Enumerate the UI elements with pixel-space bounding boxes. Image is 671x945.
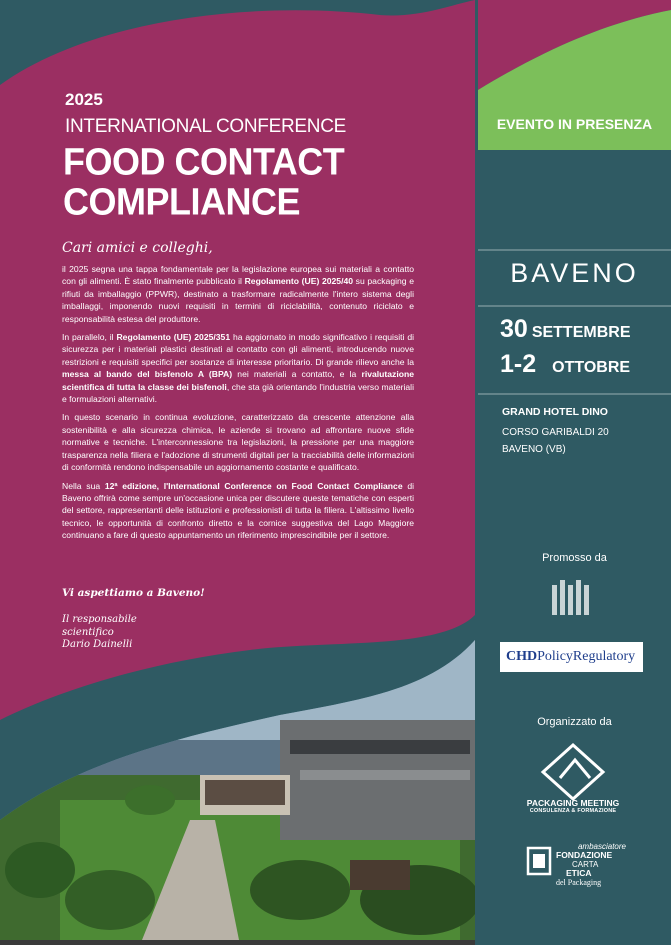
venue-name: GRAND HOTEL DINO (502, 406, 608, 418)
signature: Il responsabile scientifico Dario Dainelli (62, 614, 137, 650)
closing-line: Vi aspettiamo a Baveno! (62, 587, 205, 599)
fondazione-text: ambasciatore FONDAZIONE CARTA ETICA del Packaging (556, 842, 626, 887)
salutation: Cari amici e colleghi, (62, 240, 213, 256)
organized-by-label: Organizzato da (537, 716, 612, 728)
city: BAVENO (510, 258, 639, 288)
letter-body (62, 263, 414, 548)
policy-regulatory-logo: CHDPolicyRegulatory (506, 649, 636, 664)
paragraph-2: In parallelo, il Regolamento (UE) 2025/351 ha aggiornato in modo significativo i requisiti di sicurezza per i materiali plastici destinati al contatto con gli alimenti, introducendo nuove restrizioni e requisiti specifici per sostanze di interesse prioritario. Di grande rilievo anche la messa al bando del bisfenolo A (BPA) nei materiali a contatto, e la rivalutazione scientifica di tutta la classe dei bisfenoli, che sta già orientando l'industria verso materiali e formulazioni alternativi. (62, 332, 415, 405)
date-1: 30 SETTEMBRE (500, 315, 631, 343)
packaging-meeting-text: PACKAGING MEETING CONSULENZA & FORMAZIONE (526, 798, 620, 814)
title-line-2: COMPLIANCE (63, 179, 300, 223)
paragraph-4: Nella sua 12ª edizione, l'International Conference on Food Contact Compliance di Baveno offrirà come sempre un'occasione unica per discutere queste tematiche con esperti del settore, rappresentanti delle istituzioni e professionisti di tutta la filiera. L'altissimo livello tecnico, le opportunità di confronto diretto e la cornice suggestiva del Lago Maggiore continuano a fare di questo appuntamento un riferimento imprescindibile per il settore. (62, 480, 415, 541)
conference-label: INTERNATIONAL CONFERENCE (65, 116, 346, 137)
paragraph-3: In questo scenario in continua evoluzione, caratterizzato da crescente attenzione alla sostenibilità e alla sicurezza chimica, le aziende si trovano ad affrontare nuove sfide normative e tecniche. L'interconnessione tra legislazioni, la pressione per una maggiore trasparenza nella filiera e l'adozione di strumenti digitali per la tracciabilità delle informazioni di conformità rendono indispensabile un aggiornamento costante e qualificato. (62, 412, 414, 473)
year: 2025 (65, 90, 103, 109)
date-2: 1-2 OTTOBRE (500, 350, 631, 378)
paragraph-1: il 2025 segna una tappa fondamentale per la legislazione europea sui materiali a contatto con gli alimenti. È stato finalmente pubblicato il Regolamento (UE) 2025/40 su packaging e rifiuti da imballaggio (PPWR), destinato a trasformare radicalmente l'intero sistema degli imballaggi, imponendo nuovi requisiti in termini di riciclabilità, contenuto riciclato e responsabilità estesa del produttore. (62, 264, 415, 324)
page-title (63, 142, 344, 222)
promoted-by-label: Promosso da (542, 552, 607, 564)
event-type: EVENTO IN PRESENZA (496, 116, 653, 132)
venue-address: CORSO GARIBALDI 20 BAVENO (VB) (502, 427, 609, 455)
title-line-1: FOOD CONTACT (63, 140, 345, 184)
